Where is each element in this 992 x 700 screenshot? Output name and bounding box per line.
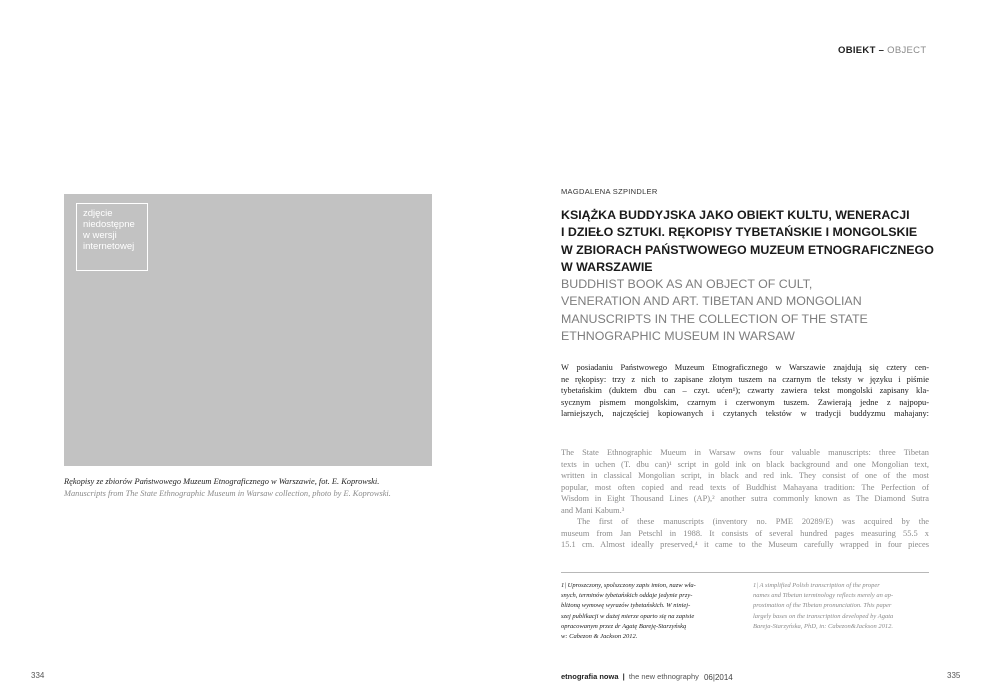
journal-footer [561, 672, 733, 681]
photo-note-line: niedostępne [83, 219, 135, 230]
journal-separator: | [622, 672, 625, 681]
photo-placeholder [64, 194, 432, 466]
footnote-polish [561, 581, 737, 642]
title-line: ETHNOGRAPHIC MUSEUM IN WARSAW [561, 328, 795, 343]
text-line: Wisdom in Eight Thousand Lines (AP),² another sutra commonly known as The Diamond Sutra [561, 494, 929, 503]
title-line: BUDDHIST BOOK AS AN OBJECT OF CULT, [561, 277, 813, 291]
footnote-line: 1| A simplified Polish transcription of the proper [753, 582, 880, 589]
abstract-polish [561, 362, 929, 420]
text-line: W posiadaniu Państwowego Muzeum Etnograficznego w Warszawie znajdują się cztery cen- [561, 363, 929, 372]
title-line: MANUSCRIPTS IN THE COLLECTION OF THE STATE [561, 311, 868, 326]
footnote-line: Bareja-Starzyńska, PhD, in: Cabezon&Jackson 2012. [753, 622, 894, 630]
text-line: ne rękopisy: trzy z nich to zapisane złotym tuszem na czarnym tle teksty w języku i piśmie [561, 374, 929, 384]
footnote-line: names and Tibetan terminology reflects merely an ap- [753, 592, 894, 600]
footnote-line: 1| Uproszczony, spolszczony zapis imion, nazw wła- [561, 582, 696, 589]
title-line: W WARSZAWIE [561, 259, 653, 274]
footnote-line: w: Cabezon & Jackson 2012. [561, 633, 638, 641]
article-title-english [561, 276, 941, 345]
journal-english-name: the new ethnography [628, 672, 699, 681]
text-line: museum from Jan Petschl in 1988. It consists of several hundred pages measuring 55.5 x [561, 528, 929, 538]
title-line: VENERATION AND ART. TIBETAN AND MONGOLIAN [561, 294, 862, 309]
title-line: KSIĄŻKA BUDDYJSKA JAKO OBIEKT KULTU, WENERACJI [561, 208, 910, 222]
article-title-polish [561, 207, 941, 276]
photo-note-line: w wersji [83, 230, 117, 241]
journal-brand: etnografia nowa [561, 672, 619, 681]
text-line: The State Ethnographic Mueum in Warsaw owns four valuable manuscripts: three Tibetan [561, 448, 929, 457]
text-line: and Mani Kabum.³ [561, 505, 625, 515]
journal-issue: 06|2014 [703, 673, 733, 682]
photo-unavailable-note [76, 203, 148, 271]
text-line: sycznym pismem mongolskim, czarnym i czerwonym tuszem. Zawierają jedne z najpopu- [561, 397, 929, 407]
article-author: MAGDALENA SZPINDLER [561, 187, 658, 196]
footnote-divider [561, 572, 929, 573]
text-line: written in classical Mongolian script, in black and red ink. They consist of one of the most [561, 471, 929, 480]
section-tag-secondary: OBJECT [887, 45, 927, 56]
photo-note-line: zdjęcie [83, 208, 113, 219]
footnote-line: largely bases on the transcription developed by Agata [753, 612, 894, 620]
section-tag-dash: – [875, 45, 888, 56]
text-line: 15.1 cm. Almost ideally preserved,⁴ it came to the Museum carefully wrapped in four pieces [561, 540, 929, 549]
text-line: texts in uchen (T. dbu can)¹ script in gold ink on black background and one Mongolian text, [561, 459, 929, 469]
title-line: W ZBIORACH PAŃSTWOWEGO MUZEUM ETNOGRAFICZNEGO [561, 242, 934, 257]
text-line: The first of these manuscripts (inventory no. PME 20289/E) was acquired by the [577, 517, 929, 526]
section-tag-primary: OBIEKT [838, 45, 876, 56]
page-number-right: 335 [947, 671, 961, 680]
title-line: I DZIEŁO SZTUKI. RĘKOPISY TYBETAŃSKIE I MONGOLSKIE [561, 225, 918, 240]
footnote-line: bliżoną wymowę wyrazów tybetańskich. W niniej- [561, 602, 691, 610]
photo-caption-english: Manuscripts from The State Ethnographic Museum in Warsaw collection, photo by E. Koprowski. [64, 489, 391, 498]
footnote-english [753, 581, 929, 632]
photo-caption-polish: Rękopisy ze zbiorów Państwowego Muzeum Etnograficznego w Warszawie, fot. E. Koprowski. [64, 477, 380, 486]
footnote-line: proximation of the Tibetan pronunciation. This paper [753, 602, 892, 610]
text-line: tybetańskim (duktem dbu can – czyt. ućen¹); czwarty zawiera tekst mongolski zapisany kla- [561, 386, 929, 396]
footnote-line: snych, terminów tybetańskich oddaje jedynie przy- [561, 592, 693, 600]
text-line: popular, most often copied and read texts of Buddhist Mahayana tradition: The Perfection of [561, 482, 929, 492]
body-text-english [561, 447, 929, 551]
text-line: larniejszych, najczęściej kopiowanych i czytanych tekstów w tradycji buddyzmu mahajany: [561, 409, 929, 419]
section-tag [838, 45, 926, 56]
page-number-left: 334 [31, 671, 45, 680]
footnote-line: opracowanym przez dr Agatę Bareję-Starzyńską [561, 622, 687, 630]
photo-note-line: internetowej [83, 241, 135, 252]
footnote-line: szej publikacji w dużej mierze oparto się na zapisie [561, 612, 695, 620]
